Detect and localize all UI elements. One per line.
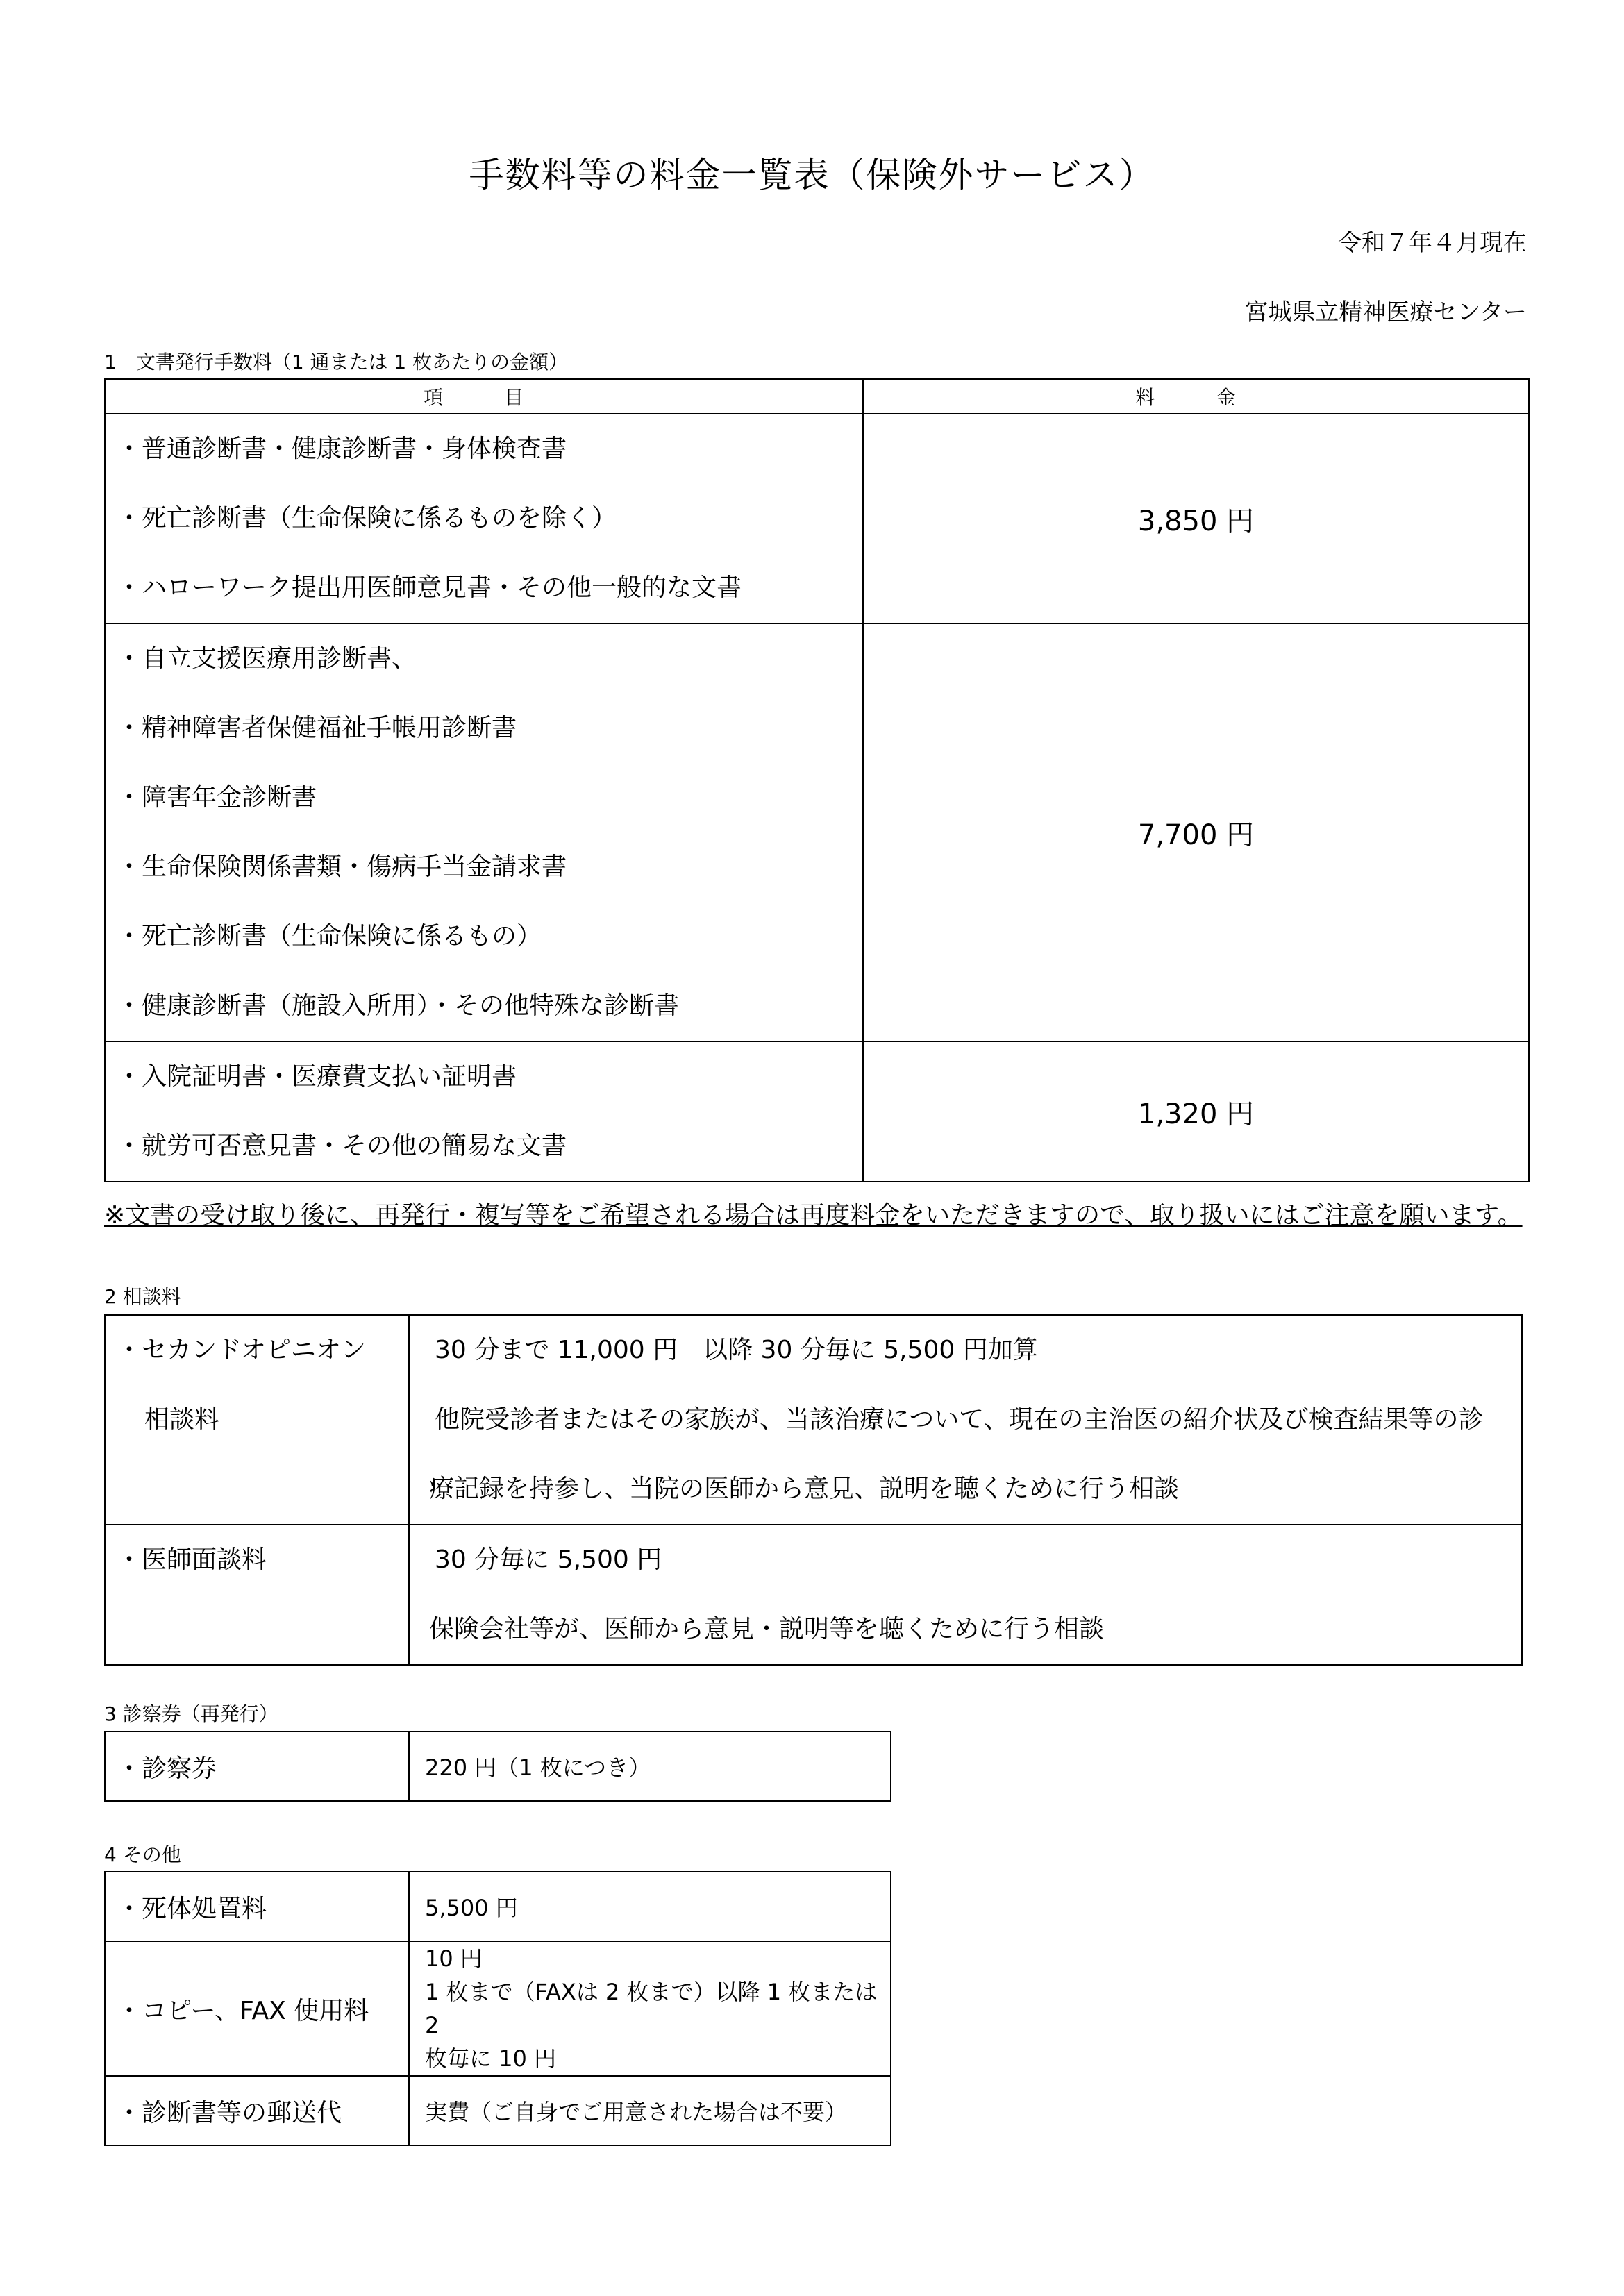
fee-group-row [105,1041,1529,1182]
table-row [105,1941,891,2076]
fee-line: 30 分毎に 5,500 円 [435,1545,662,1574]
table-row [105,1732,891,1801]
list-item: ・死亡診断書（生命保険に係るものを除く） [117,504,617,533]
fee-group-row [105,623,1529,1041]
description-line: 保険会社等が、医師から意見・説明等を聴くために行う相談 [429,1615,1105,1643]
list-item: ・就労可否意見書・その他の簡易な文書 [117,1132,567,1160]
value-line: 10 円 [425,1945,483,1972]
fee-group-items [105,623,863,1041]
fee-group-row [105,414,1529,623]
table-row [105,1872,891,1941]
reissue-note: ※文書の受け取り後に、再発行・複写等をご希望される場合は再度料金をいただきますので、取り扱いにはご注意を願います。 [104,1201,1523,1230]
list-item: ・普通診断書・健康診断書・身体検査書 [117,435,567,463]
other-label: ・死体処置料 [105,1872,409,1941]
label-line: ・セカンドオピニオン [117,1336,366,1364]
table-row [105,1525,1522,1665]
list-item: ・障害年金診断書 [117,783,317,812]
card-value: 220 円（1 枚につき） [409,1732,891,1801]
label-line: 相談料 [144,1405,220,1434]
list-item: ・死亡診断書（生命保険に係るもの） [117,922,542,950]
consultation-label [105,1525,409,1665]
consultation-detail [409,1315,1522,1525]
section1-heading: 1 文書発行手数料（1 通または 1 枚あたりの金額） [104,351,569,374]
other-value: 実費（ご自身でご用意された場合は不要） [409,2076,891,2145]
list-item: ・精神障害者保健福祉手帳用診断書 [117,714,517,742]
section3-heading: 3 診察券（再発行） [104,1702,278,1725]
card-label: ・診察券 [105,1732,409,1801]
table-row [105,2076,891,2145]
list-item: ・健康診断書（施設入所用）・その他特殊な診断書 [117,991,680,1020]
list-item: ・自立支援医療用診断書、 [117,644,417,673]
description-line: 療記録を持参し、当院の医師から意見、説明を聴くために行う相談 [429,1475,1180,1503]
consultation-label [105,1315,409,1525]
column-header-fee: 料 金 [863,379,1529,414]
document-fee-table [104,378,1530,1182]
page-title: 手数料等の料金一覧表（保険外サービス） [469,155,1155,195]
list-item: ・入院証明書・医療費支払い証明書 [117,1062,517,1091]
column-header-item: 項 目 [105,379,863,414]
section2-heading: 2 相談料 [104,1285,181,1308]
table-row [105,1315,1522,1525]
consultation-fee-table [104,1314,1523,1666]
fee-line: 30 分まで 11,000 円 以降 30 分毎に 5,500 円加算 [435,1336,1038,1364]
other-value [409,1941,891,2076]
consultation-detail [409,1525,1522,1665]
other-label: ・コピー、FAX 使用料 [105,1941,409,2076]
card-fee-table [104,1731,891,1802]
organization-name: 宮城県立精神医療センター [1244,299,1527,326]
value-line: 1 枚まで（FAXは 2 枚まで）以降 1 枚または 2 [425,1979,878,2038]
description-line: 他院受診者またはその家族が、当該治療について、現在の主治医の紹介状及び検査結果等の診 [435,1405,1484,1434]
value-line: 枚毎に 10 円 [425,2045,557,2072]
section4-heading: 4 その他 [104,1843,181,1866]
fee-price: 1,320 円 [863,1041,1529,1182]
fee-price: 3,850 円 [863,414,1529,623]
label-line: ・医師面談料 [117,1545,267,1574]
table-header-row [105,379,1529,414]
list-item: ・生命保険関係書類・傷病手当金請求書 [117,853,567,881]
other-value: 5,500 円 [409,1872,891,1941]
date-label: 令和７年４月現在 [1338,229,1527,257]
other-fee-table [104,1871,891,2146]
list-item: ・ハローワーク提出用医師意見書・その他一般的な文書 [117,573,742,602]
fee-price: 7,700 円 [863,623,1529,1041]
fee-group-items [105,1041,863,1182]
other-label: ・診断書等の郵送代 [105,2076,409,2145]
fee-group-items [105,414,863,623]
